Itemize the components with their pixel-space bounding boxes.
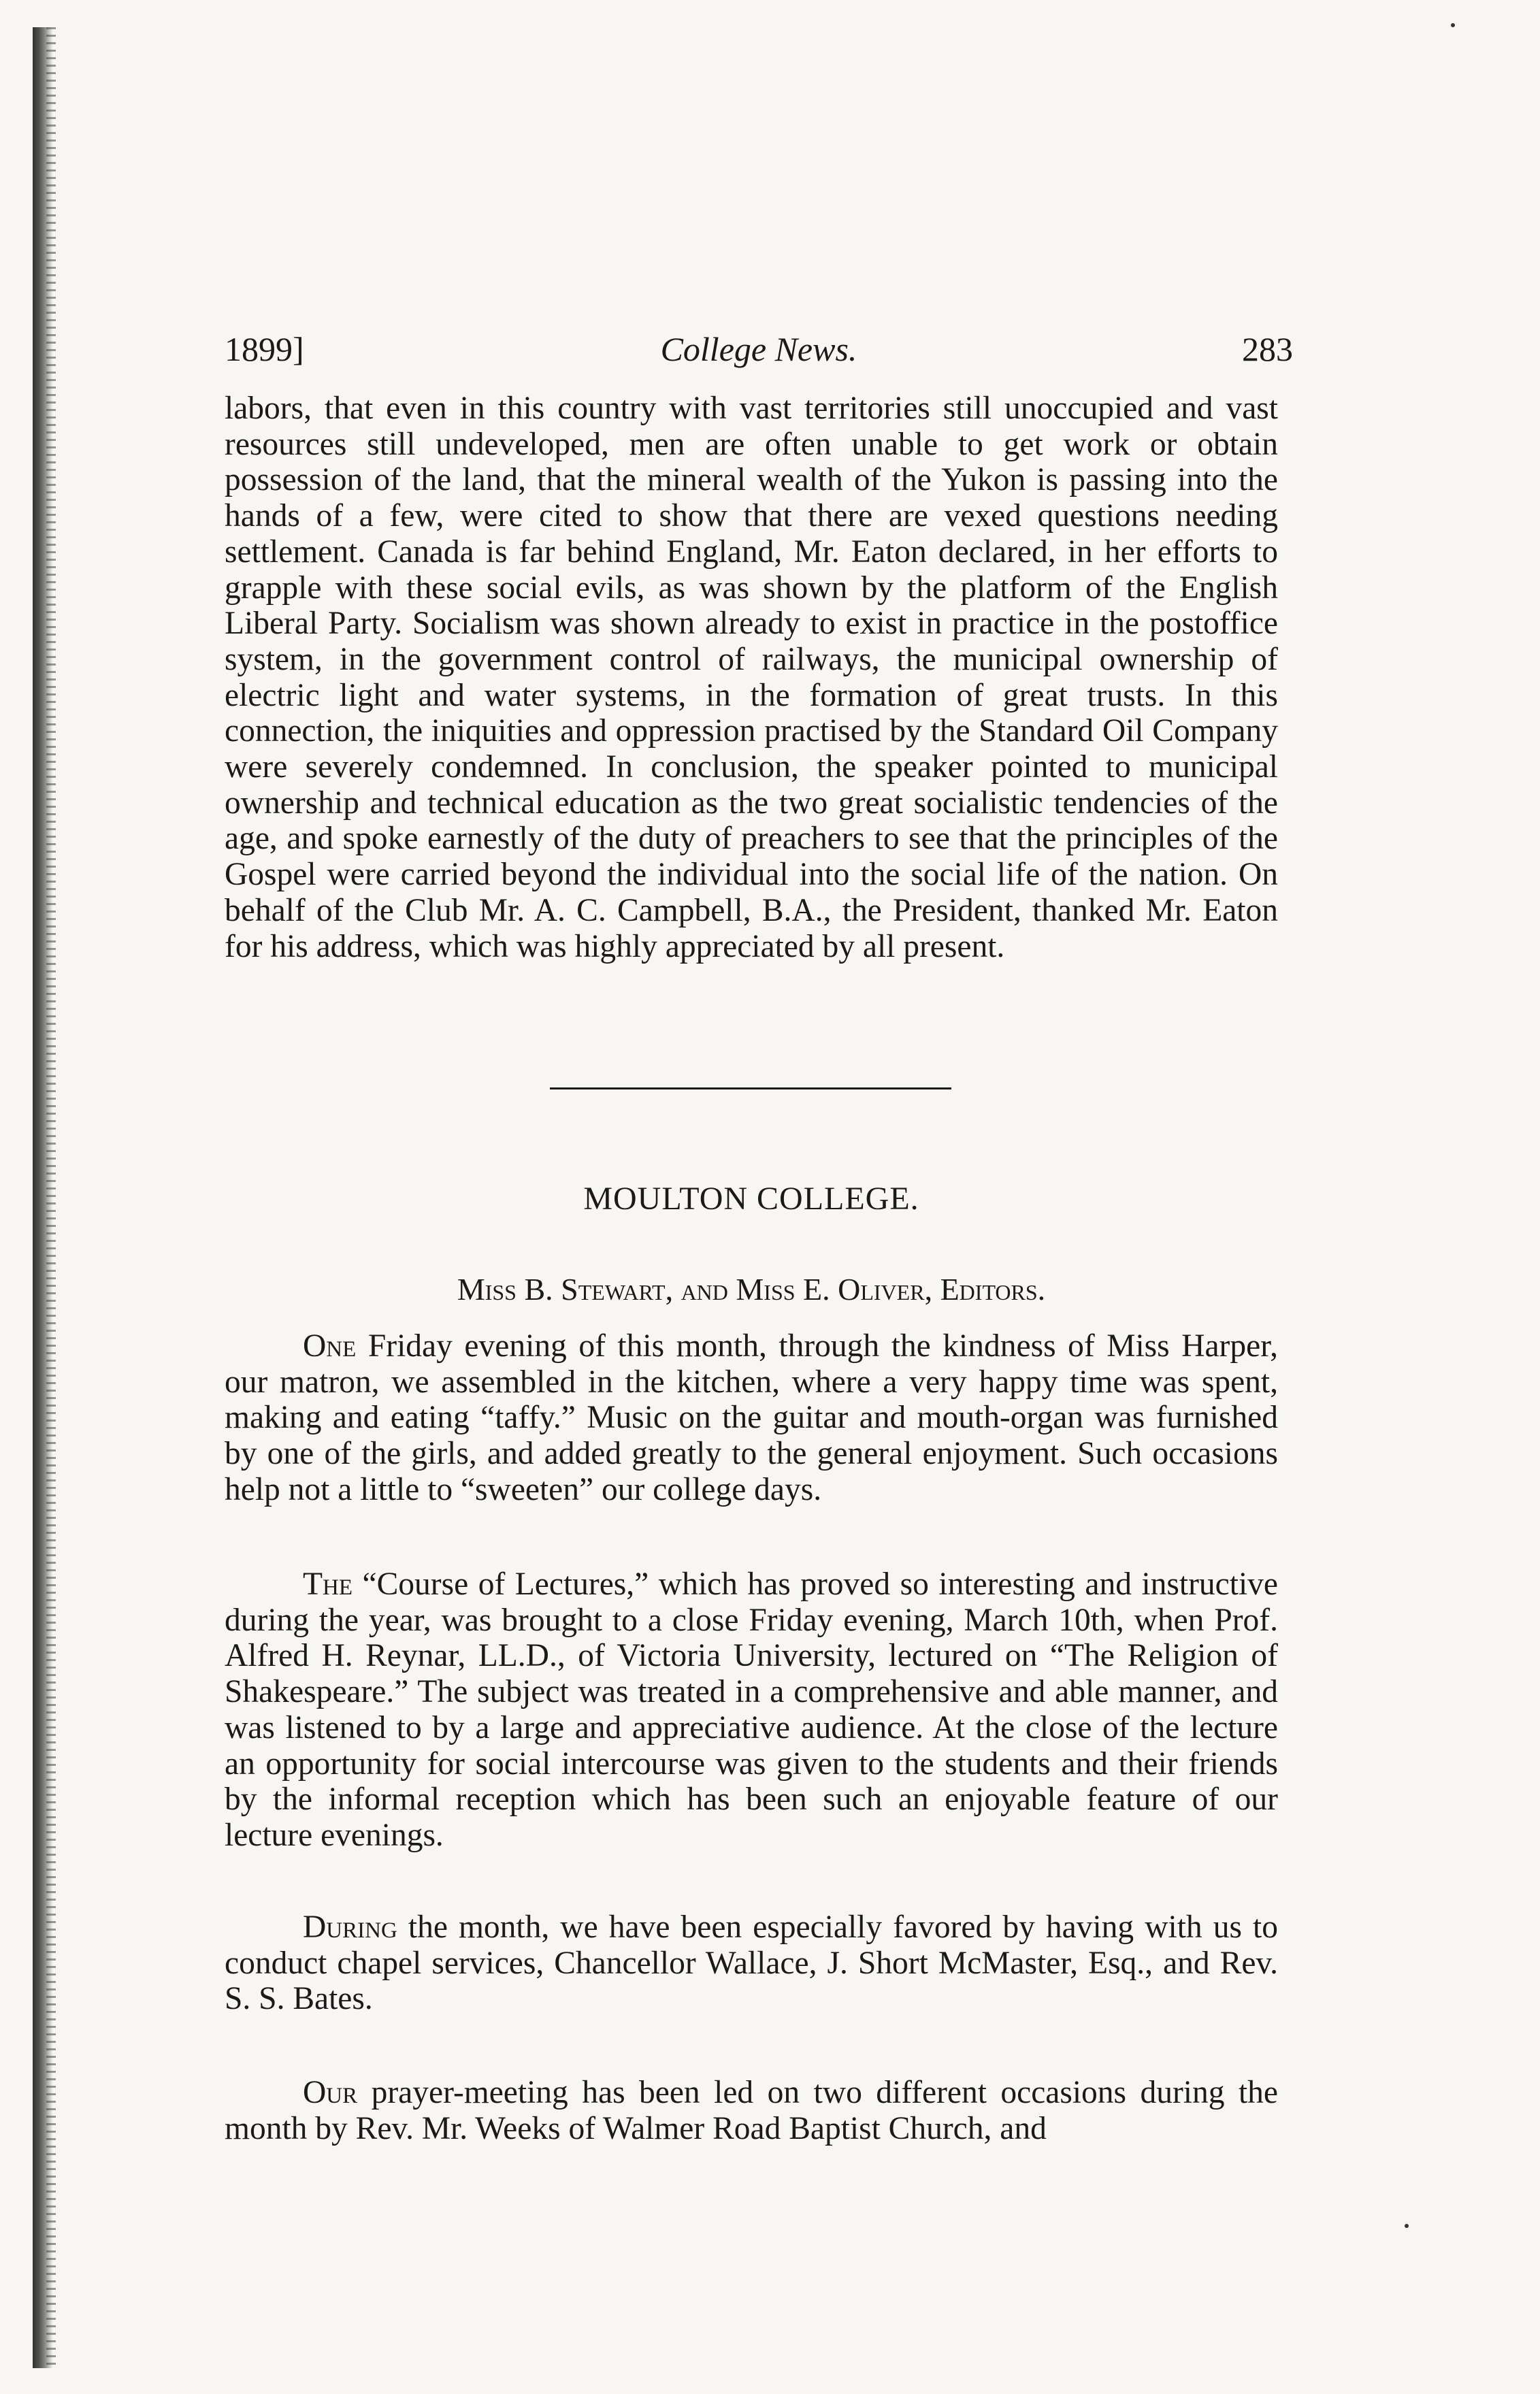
college-news-item xyxy=(225,1328,1278,1508)
section-editors: Miss B. Stewart, and Miss E. Oliver, Editors. xyxy=(457,1272,1046,1307)
news-paragraph xyxy=(225,1909,1278,2017)
header-year: 1899] xyxy=(225,330,304,368)
college-news-item xyxy=(225,2075,1278,2146)
continued-article xyxy=(225,391,1278,964)
paragraph-lead: During xyxy=(303,1909,397,1945)
paragraph-body: prayer-meeting has been led on two different occasions during the month by Rev. Mr. Weeks of Walmer Road Baptist Church, and xyxy=(225,2075,1278,2146)
binding-edge xyxy=(33,27,53,2368)
college-news-item xyxy=(225,1567,1278,1854)
running-head xyxy=(225,325,1293,373)
header-journal-title: College News. xyxy=(660,330,857,368)
news-paragraph xyxy=(225,1567,1278,1854)
section-title: MOULTON COLLEGE. xyxy=(583,1181,919,1217)
paragraph-body: “Course of Lectures,” which has proved so interesting and instructive during the year, was brought to a close Friday evening, March 10th, when Prof. Alfred H. Reynar, LL.D., of Victoria University, lectured on “The Religion of Shakespeare.” The subject was treated in a comprehensive and able manner, and was listened to by a large and appreciative audience. At the close of the lecture an opportunity for social intercourse was given to the students and their friends by the informal reception which has been such an enjoyable feature of our lecture evenings. xyxy=(225,1567,1278,1853)
paragraph-body: the month, we have been especially favored by having with us to conduct chapel services, Chancellor Wallace, J. Short McMaster, Esq., and Rev. S. S. Bates. xyxy=(225,1909,1278,2017)
college-news-item xyxy=(225,1909,1278,2017)
paragraph-lead: One xyxy=(303,1328,357,1364)
news-paragraph xyxy=(225,1328,1278,1508)
paragraph-body: Friday evening of this month, through the kindness of Miss Harper, our matron, we assembled in the kitchen, where a very happy time was spent, making and eating “taffy.” Music on the guitar and mouth-organ was furnished by one of the girls, and added greatly to the general enjoyment. Such occasions help not a little to “sweeten” our college days. xyxy=(225,1328,1278,1507)
paragraph-lead: The xyxy=(303,1567,353,1602)
ink-speck xyxy=(1451,23,1455,27)
news-paragraph xyxy=(225,2075,1278,2146)
paragraph-lead: Our xyxy=(303,2075,358,2110)
ink-speck xyxy=(1405,2224,1409,2228)
section-divider xyxy=(550,1087,951,1089)
header-page-number: 283 xyxy=(1242,330,1293,368)
continued-paragraph: labors, that even in this country with vast territories still unoccupied and vast resources still undeveloped, men are often unable to get work or obtain possession of the land, that the mineral wealth of the Yukon is passing into the hands of a few, were cited to show that there are vexed questions needing settlement. Canada is far behind England, Mr. Eaton declared, in her efforts to grapple with these social evils, as was shown by the platform of the English Liberal Party. Socialism was shown already to exist in practice in the postoffice system, in the government control of railways, the municipal ownership of electric light and water systems, in the formation of great trusts. In this connection, the iniquities and oppression practised by the Standard Oil Company were severely condemned. In conclusion, the speaker pointed to municipal ownership and technical education as the two great socialistic tendencies of the age, and spoke earnestly of the duty of preachers to see that the principles of the Gospel were carried beyond the individual into the social life of the nation. On behalf of the Club Mr. A. C. Campbell, B.A., the President, thanked Mr. Eaton for his address, which was highly appreciated by all present. xyxy=(225,391,1278,964)
